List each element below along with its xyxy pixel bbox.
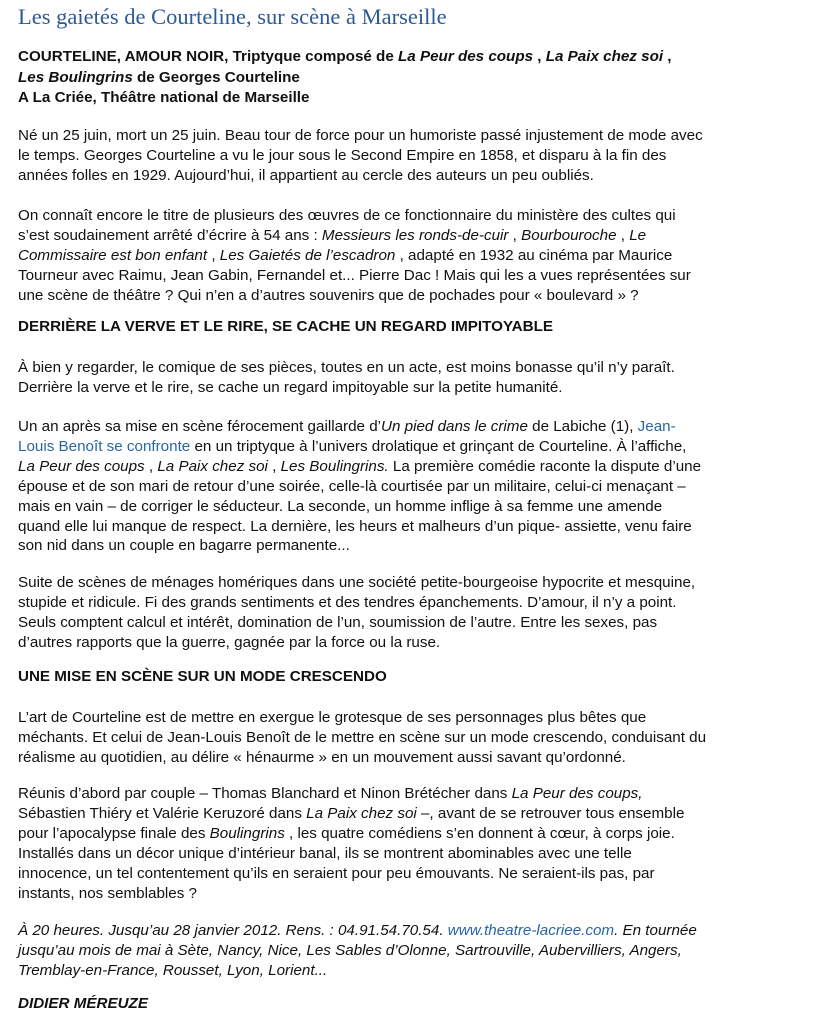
play-title: La Paix chez soi (545, 48, 664, 65)
text-run: À 20 heures. Jusqu’au 28 janvier 2012. Rens. : 04.91.54.70.54. (18, 922, 448, 939)
author-signature: DIDIER MÉREUZE (18, 995, 148, 1012)
text-run: de Labiche (1), (527, 418, 638, 435)
work-title: La Paix chez soi (157, 457, 268, 475)
text-line: quand elle lui manque de respect. La dernière, les heurs et malheurs d’un pique- assiette, venu faire (18, 517, 692, 535)
director-link[interactable]: Louis Benoît se confronte (18, 437, 191, 455)
author-credit: de Georges Courteline (132, 68, 300, 86)
text-line: Seuls comptent calcul et intérêt, domination de l’un, soumission de l’autre. Entre les sexes, pas (18, 613, 658, 631)
text-line: réalisme au quotidien, au délire « hénaurme » en un mouvement aussi savant qu’ordonné. (18, 748, 626, 766)
text-line: d’autres rapports que la guerre, gagnée par la force ou la ruse. (18, 633, 441, 651)
text-line: le temps. Georges Courteline a vu le jour sous le Second Empire en 1858, et disparu à la fin des (18, 146, 667, 164)
paragraph-1 (18, 126, 818, 186)
text-line (18, 457, 818, 477)
text-line (18, 246, 818, 266)
text-run: . En tournée (614, 922, 697, 939)
article-header (18, 47, 672, 109)
work-title: Les Gaietés de l’escadron (219, 246, 396, 264)
text-run: Réunis d’abord par couple – Thomas Blanchard et Ninon Brétécher dans (18, 785, 512, 802)
header-text: , (663, 48, 672, 65)
text-line: Tremblay-en-France, Rousset, Lyon, Lorient... (18, 961, 328, 979)
work-title: La Peur des coups, (511, 785, 643, 802)
text-line: Né un 25 juin, mort un 25 juin. Beau tour de force pour un humoriste passé injustement de mode avec (18, 127, 703, 144)
text-line: À bien y regarder, le comique de ses pièces, toutes en un acte, est moins bonasse qu’il n’y paraît. (18, 359, 675, 376)
header-text: , (533, 48, 546, 65)
text-line (18, 824, 818, 844)
work-title: La Paix chez soi (306, 804, 417, 822)
work-title: Commissaire est bon enfant (18, 246, 208, 264)
section-heading: DERRIÈRE LA VERVE ET LE RIRE, SE CACHE UN REGARD IMPITOYABLE (18, 318, 554, 335)
venue: A La Criée, Théâtre national de Marseille (18, 89, 310, 106)
text-run: , (144, 457, 158, 475)
header-text: , Triptyque composé de (224, 48, 399, 65)
text-line: Suite de scènes de ménages homériques dans une société petite-bourgeoise hypocrite et mesquine, (18, 574, 696, 591)
text-run: en un triptyque à l’univers drolatique et grinçant de Courteline. À l’affiche, (190, 437, 687, 455)
paragraph-5 (18, 573, 818, 653)
text-line (18, 226, 818, 246)
play-title: La Peur des coups (398, 48, 534, 65)
play-title: Les Boulingrins (18, 68, 133, 86)
text-run: , (207, 246, 220, 264)
header-line-2 (18, 68, 672, 89)
text-line: Installés dans un décor unique d’intérieur banal, ils se montrent abominables avec une telle (18, 844, 632, 862)
article-title: Les gaietés de Courteline, sur scène à Marseille (18, 4, 447, 29)
text-line: Derrière la verve et le rire, se cache un regard impitoyable sur la petite humanité. (18, 378, 563, 396)
text-line (18, 417, 818, 437)
paragraph-7 (18, 784, 818, 903)
text-run: –, avant de se retrouver tous ensemble (416, 804, 685, 822)
theatre-website-link[interactable]: www.theatre-lacriee.com (447, 922, 615, 939)
text-line: épouse et de son mari de retour d’une soirée, celle-là courtisée par un militaire, celui-ci menaçant – (18, 477, 686, 495)
text-line: son nid dans un couple en bagarre permanente... (18, 537, 350, 555)
paragraph-2 (18, 206, 818, 306)
work-title: Messieurs les ronds-de-cuir (321, 226, 509, 244)
text-run: , (508, 226, 522, 244)
text-line (18, 921, 818, 941)
text-run: , (267, 457, 281, 475)
text-line (18, 437, 818, 457)
section-heading: UNE MISE EN SCÈNE SUR UN MODE CRESCENDO (18, 668, 387, 685)
text-line: jusqu’au mois de mai à Sète, Nancy, Nice, Les Sables d’Olonne, Sartrouville, Aubervilliers, Angers, (18, 941, 682, 959)
paragraph-6 (18, 708, 818, 768)
text-line: une scène de théâtre ? Qui n’en a d’autres souvenirs que de pochades pour « boulevard » ? (18, 286, 639, 304)
text-run: Un an après sa mise en scène férocement gaillarde d’ (18, 418, 382, 435)
paragraph-3 (18, 358, 818, 398)
work-title: Le (629, 226, 647, 244)
work-title: Un pied dans le crime (381, 418, 528, 435)
text-run: , les quatre comédiens s’en donnent à cœur, à corps joie. (284, 824, 675, 842)
text-line: On connaît encore le titre de plusieurs des œuvres de ce fonctionnaire du ministère des cultes qui (18, 207, 676, 224)
text-line: mais en vain – de corriger le séducteur. La seconde, un homme inflige à sa femme une amende (18, 497, 663, 515)
text-line: innocence, un tel contentement qu’ils en seraient pour peu émouvants. Ne seraient-ils pas, par (18, 864, 655, 882)
work-title: Boulingrins (209, 824, 285, 842)
text-line: méchants. Et celui de Jean-Louis Benoît de le mettre en scène sur un mode crescendo, conduisant du (18, 728, 707, 746)
text-line (18, 784, 818, 804)
header-line-1 (18, 47, 672, 68)
director-link[interactable]: Jean- (637, 418, 676, 435)
show-title: COURTELINE, AMOUR NOIR (18, 48, 225, 65)
text-line (18, 804, 818, 824)
text-run: Sébastien Thiéry et Valérie Keruzoré dans (18, 804, 307, 822)
text-run: s’est soudainement arrêté d’écrire à 54 ans : (18, 226, 322, 244)
text-run: La première comédie raconte la dispute d’une (388, 457, 702, 475)
work-title: La Peur des coups (18, 457, 145, 475)
work-title: Bourbouroche (521, 226, 617, 244)
text-line: années folles en 1929. Aujourd’hui, il appartient au cercle des auteurs un peu oubliés. (18, 166, 594, 184)
text-line: stupide et ridicule. Fi des grands sentiments et des tendres épanchements. D’amour, il n’y a point. (18, 593, 677, 611)
paragraph-4 (18, 417, 818, 556)
text-line: instants, nos semblables ? (18, 884, 197, 902)
practical-info (18, 921, 818, 981)
text-run: , (616, 226, 630, 244)
text-run: , adapté en 1932 au cinéma par Maurice (395, 246, 673, 264)
work-title: Les Boulingrins. (280, 457, 389, 475)
text-run: pour l’apocalypse finale des (18, 824, 210, 842)
text-line: Tourneur avec Raimu, Jean Gabin, Fernandel et... Pierre Dac ! Mais qui les a vues représentées sur (18, 266, 691, 284)
text-line: L’art de Courteline est de mettre en exergue le grotesque de ses personnages plus bêtes que (18, 709, 647, 726)
